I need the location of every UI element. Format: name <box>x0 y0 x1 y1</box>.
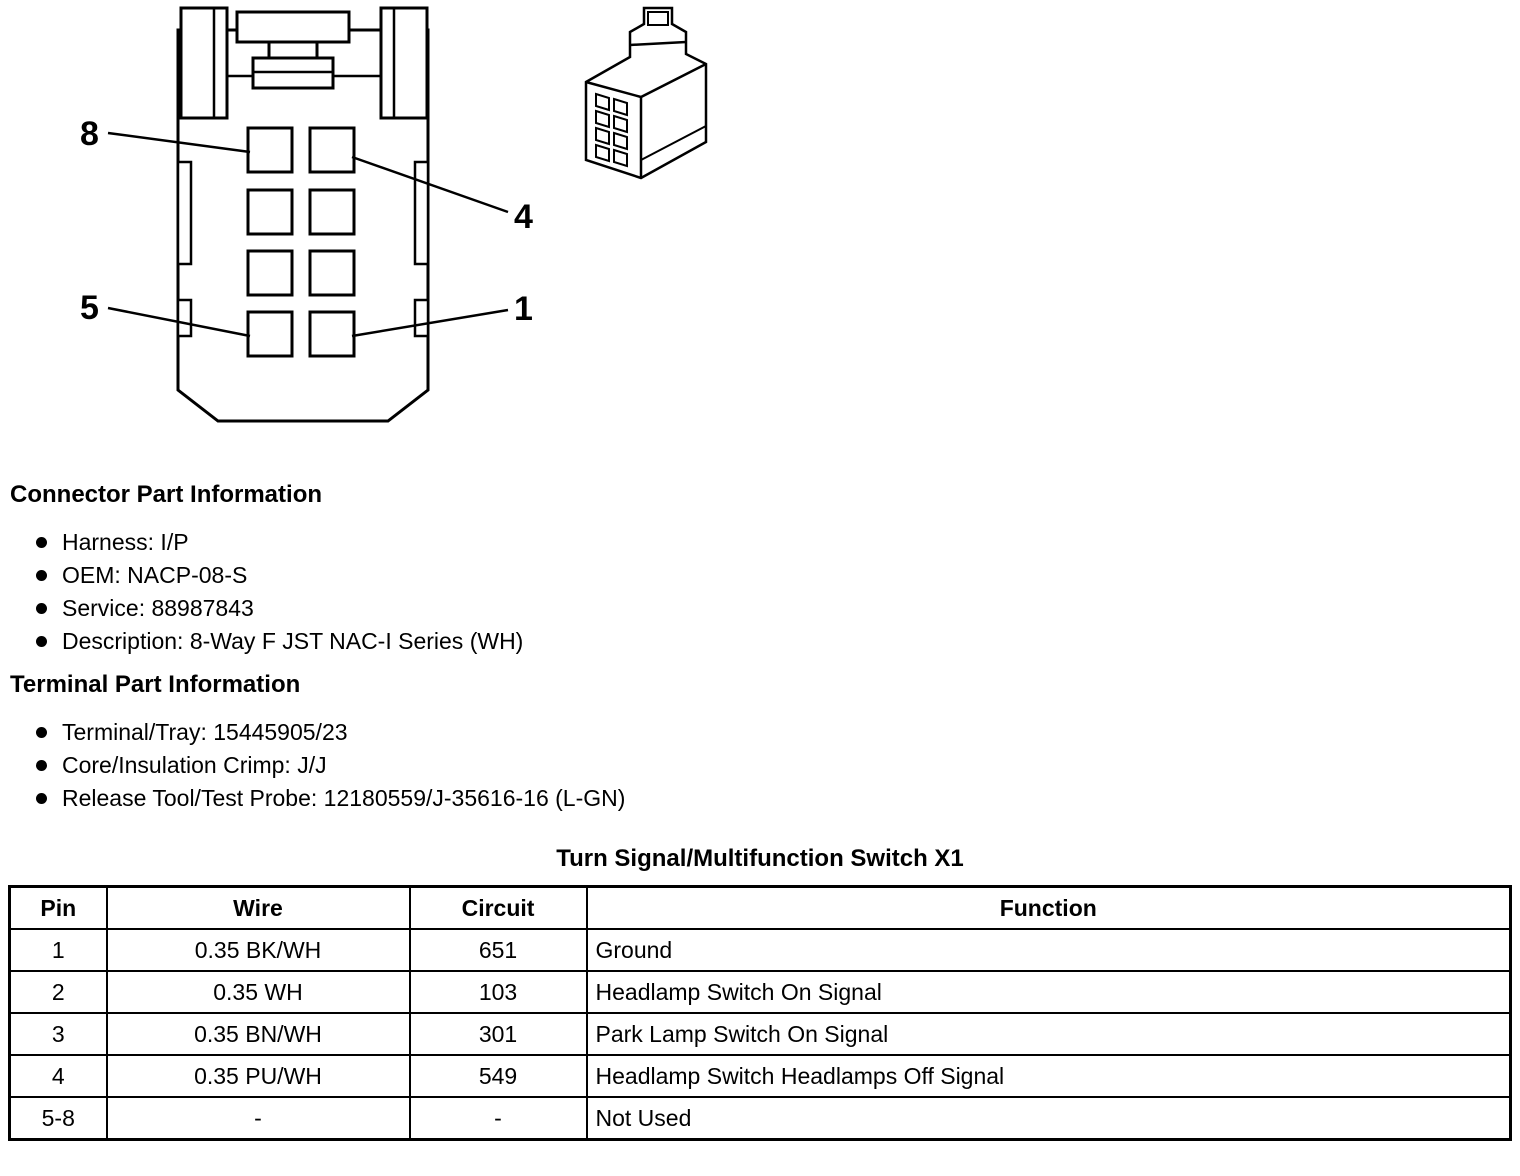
column-header-circuit: Circuit <box>410 887 587 930</box>
bullet-text: Harness: I/P <box>62 529 189 555</box>
bullet-text: Core/Insulation Crimp: J/J <box>62 752 327 778</box>
cell-pin: 2 <box>10 971 107 1013</box>
cell-circuit: 301 <box>410 1013 587 1055</box>
cavity-row3-right <box>310 251 354 295</box>
table-row <box>10 1013 1511 1055</box>
cell-function: Ground <box>587 929 1511 971</box>
bullet-icon <box>36 570 47 581</box>
cavity-row2-right <box>310 190 354 234</box>
pin-label-8: 8 <box>80 115 99 153</box>
list-item <box>0 526 1520 559</box>
bullet-icon <box>36 537 47 548</box>
bullet-text: Service: 88987843 <box>62 595 254 621</box>
bullet-text: Terminal/Tray: 15445905/23 <box>62 719 348 745</box>
list-item <box>0 559 1520 592</box>
cell-circuit: 651 <box>410 929 587 971</box>
table-header-row <box>10 887 1511 930</box>
terminal-part-info-list <box>0 716 1520 815</box>
cell-wire: 0.35 PU/WH <box>107 1055 410 1097</box>
pin-label-1: 1 <box>514 290 533 328</box>
cavity-row3-left <box>248 251 292 295</box>
cell-function: Headlamp Switch On Signal <box>587 971 1511 1013</box>
cell-pin: 1 <box>10 929 107 971</box>
table-row <box>10 1055 1511 1097</box>
list-item <box>0 592 1520 625</box>
latch-neck <box>269 42 317 58</box>
cavity-3d <box>614 150 627 166</box>
connector-diagrams <box>0 0 1520 452</box>
table-row <box>10 1097 1511 1140</box>
column-header-pin: Pin <box>10 887 107 930</box>
column-header-wire: Wire <box>107 887 410 930</box>
list-item <box>0 749 1520 782</box>
section-heading-terminal-part-info: Terminal Part Information <box>10 671 301 698</box>
pin-label-4: 4 <box>514 198 533 236</box>
cell-wire: 0.35 BK/WH <box>107 929 410 971</box>
cell-function: Not Used <box>587 1097 1511 1140</box>
cavity-5 <box>248 312 292 356</box>
column-header-function: Function <box>587 887 1511 930</box>
cavity-3d <box>614 133 627 149</box>
connector-part-info-list <box>0 526 1520 658</box>
cell-pin: 3 <box>10 1013 107 1055</box>
cavity-3d <box>596 94 609 110</box>
table-row <box>10 929 1511 971</box>
connector-diagram-svg <box>0 0 1520 452</box>
cell-circuit: 103 <box>410 971 587 1013</box>
side-rib-left-upper <box>178 162 191 264</box>
bullet-icon <box>36 760 47 771</box>
connector-3d-view <box>586 8 706 178</box>
cell-pin: 5-8 <box>10 1097 107 1140</box>
cavity-1 <box>310 312 354 356</box>
pin-label-5: 5 <box>80 289 99 327</box>
cell-wire: 0.35 BN/WH <box>107 1013 410 1055</box>
connector-3d-latch-detail <box>648 12 668 25</box>
cell-function: Headlamp Switch Headlamps Off Signal <box>587 1055 1511 1097</box>
cell-function: Park Lamp Switch On Signal <box>587 1013 1511 1055</box>
pinout-table <box>8 885 1512 1141</box>
cavity-3d <box>614 99 627 115</box>
cell-wire: - <box>107 1097 410 1140</box>
cavity-3d <box>596 145 609 161</box>
list-item <box>0 625 1520 658</box>
bullet-text: OEM: NACP-08-S <box>62 562 248 588</box>
list-item <box>0 782 1520 815</box>
cell-pin: 4 <box>10 1055 107 1097</box>
mounting-ear-right <box>381 8 427 118</box>
bullet-icon <box>36 793 47 804</box>
bullet-text: Release Tool/Test Probe: 12180559/J-35616-16 (L-GN) <box>62 785 626 811</box>
latch-outer <box>237 12 349 42</box>
cell-circuit: - <box>410 1097 587 1140</box>
connector-face-view <box>178 8 428 421</box>
section-heading-connector-part-info: Connector Part Information <box>10 481 323 508</box>
list-item <box>0 716 1520 749</box>
cavity-3d <box>614 116 627 132</box>
table-title: Turn Signal/Multifunction Switch X1 <box>556 845 964 872</box>
side-rib-right-upper <box>415 162 428 264</box>
side-rib-left-lower <box>178 300 191 336</box>
cavity-3d <box>596 128 609 144</box>
bullet-icon <box>36 603 47 614</box>
cavity-4 <box>310 128 354 172</box>
cell-wire: 0.35 WH <box>107 971 410 1013</box>
bullet-icon <box>36 727 47 738</box>
bullet-icon <box>36 636 47 647</box>
table-row <box>10 971 1511 1013</box>
cell-circuit: 549 <box>410 1055 587 1097</box>
bullet-text: Description: 8-Way F JST NAC-I Series (WH) <box>62 628 524 654</box>
cavity-row2-left <box>248 190 292 234</box>
cavity-3d <box>596 111 609 127</box>
mounting-ear-left <box>181 8 227 118</box>
cavity-8 <box>248 128 292 172</box>
side-rib-right-lower <box>415 300 428 336</box>
